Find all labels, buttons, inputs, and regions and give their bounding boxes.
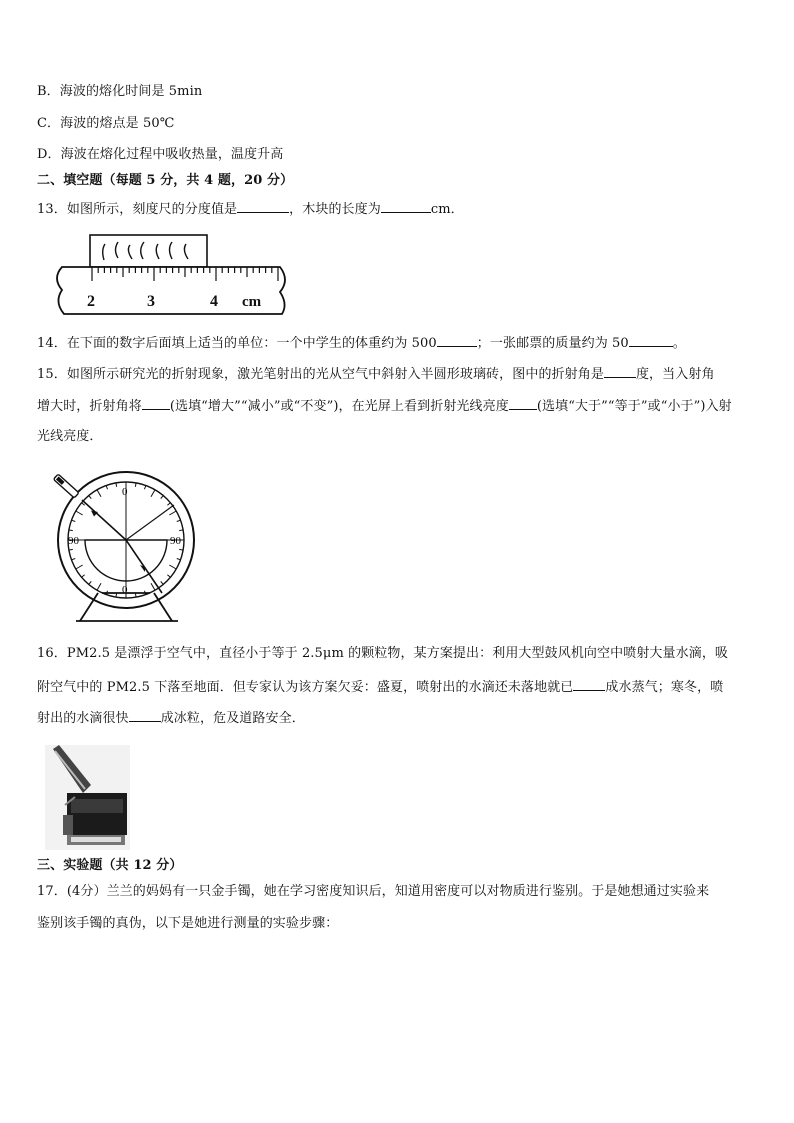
question-17-line-2: 鉴别该手镯的真伪，以下是她进行测量的实验步骤： — [37, 916, 339, 931]
q15-blank-change[interactable] — [142, 396, 170, 410]
q14-blank-mass-unit[interactable] — [629, 333, 673, 347]
q15-blank-brightness[interactable] — [509, 396, 537, 410]
section-experiment-title: 三、实验题（共 12 分） — [37, 858, 183, 873]
disk-label-left: 90 — [68, 535, 79, 547]
q14-text-3: 。 — [672, 336, 686, 351]
question-15-line-3: 光线亮度． — [37, 429, 103, 444]
q15-text-3: 增大时，折射角将 — [37, 399, 142, 414]
q13-blank-division[interactable] — [237, 199, 289, 213]
question-16-line-2 — [37, 677, 723, 697]
q16-text-2: 成水蒸气；寒冬，喷 — [605, 680, 724, 695]
q13-text-2: ，木块的长度为 — [289, 202, 381, 217]
q15-text-4: (选填“增大”“减小”或“不变”)，在光屏上看到折射光线亮度 — [169, 399, 509, 414]
q16-blank-winter[interactable] — [129, 708, 161, 722]
q15-text-1: 15．如图所示研究光的折射现象，激光笔射出的光从空气中斜射入半圆形玻璃砖，图中的折射角是 — [37, 367, 604, 382]
question-16-line-1: 16．PM2.5 是漂浮于空气中，直径小于等于 2.5μm 的颗粒物，某方案提出：利用大型鼓风机向空中喷射大量水滴，吸 — [37, 646, 729, 661]
section-fill-in-title: 二、填空题（每题 5 分，共 4 题，20 分） — [37, 173, 294, 188]
q14-text-1: 14．在下面的数字后面填上适当的单位：一个中学生的体重约为 500 — [37, 336, 437, 351]
blower-photo — [45, 745, 130, 850]
disk-tick — [69, 549, 73, 550]
q15-blank-angle[interactable] — [604, 364, 636, 378]
q16-blank-summer[interactable] — [573, 677, 605, 691]
question-16-line-3 — [37, 708, 305, 728]
question-15-line-1 — [37, 364, 715, 384]
q14-text-2: ；一张邮票的质量约为 50 — [476, 336, 629, 351]
disk-tick — [179, 530, 183, 531]
q13-blank-length[interactable] — [381, 199, 431, 213]
q13-text-1: 13．如图所示，刻度尺的分度值是 — [37, 202, 238, 217]
disk-label-top: 0 — [122, 486, 128, 498]
ruler-figure — [50, 232, 295, 317]
question-15-line-2 — [37, 396, 732, 416]
q16-text-3: 射出的水滴很快 — [37, 711, 129, 726]
disk-tick — [69, 530, 73, 531]
wood-block — [90, 235, 207, 267]
q16-text-1: 附空气中的 PM2.5 下落至地面．但专家认为该方案欠妥：盛夏，喷射出的水滴还未落地就已 — [37, 680, 574, 695]
question-13 — [37, 199, 464, 219]
q16-text-4: 成冰粒，危及道路安全． — [160, 711, 305, 726]
ruler-label-4: 4 — [210, 293, 218, 310]
question-14 — [37, 333, 686, 353]
laser-pen — [53, 474, 78, 498]
q15-text-5: (选填“大于”“等于”或“小于”)入射 — [536, 399, 732, 414]
disk-tick — [179, 549, 183, 550]
ruler-unit-cm: cm — [242, 294, 262, 310]
disk-label-right: 90 — [170, 535, 181, 547]
option-d: D．海波在熔化过程中吸收热量，温度升高 — [37, 147, 284, 162]
ruler-label-3: 3 — [147, 293, 155, 310]
disk-tick — [135, 483, 136, 487]
ruler-label-2: 2 — [87, 293, 95, 310]
q15-text-2: 度，当入射角 — [635, 367, 715, 382]
disk-label-bottom: 0 — [122, 584, 128, 596]
question-17-line-1: 17．(4分）兰兰的妈妈有一只金手镯，她在学习密度知识后，知道用密度可以对物质进行鉴别。于是她想通过实验来 — [37, 884, 710, 899]
refraction-disk-figure — [50, 475, 200, 625]
q14-blank-weight-unit[interactable] — [437, 333, 477, 347]
q13-text-3: cm． — [430, 202, 464, 217]
disk-tick — [116, 483, 117, 487]
option-c: C．海波的熔点是 50℃ — [37, 116, 175, 131]
option-b: B．海波的熔化时间是 5min — [37, 84, 203, 99]
